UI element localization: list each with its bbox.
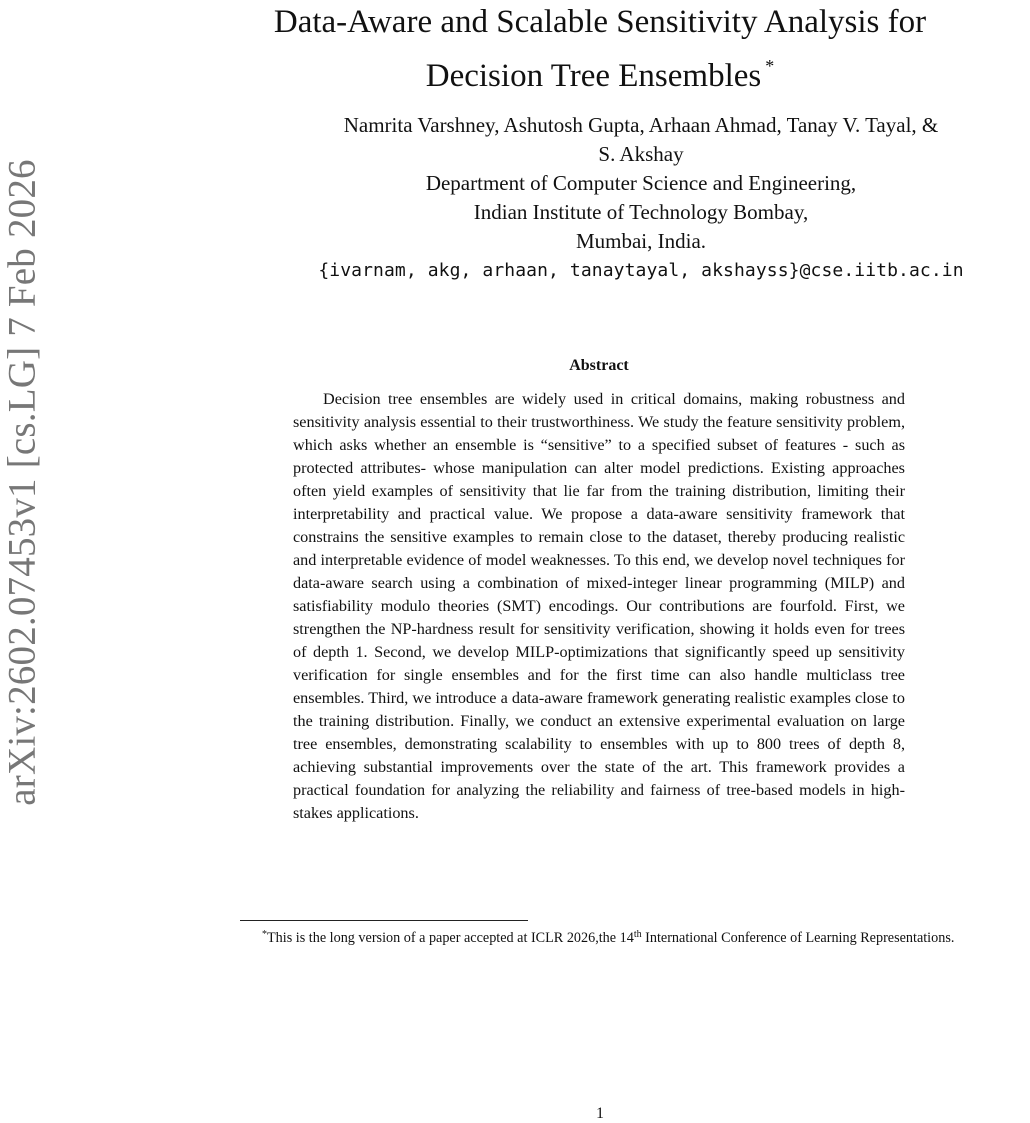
author-city: Mumbai, India.	[575, 229, 707, 253]
title-footnote-mark: *	[765, 56, 775, 76]
author-names-line-1: Namrita Varshney, Ashutosh Gupta, Arhaan Ahmad, Tanay V. Tayal, &	[343, 113, 939, 137]
author-institute: Indian Institute of Technology Bombay,	[473, 200, 809, 224]
footnote-text-end: International Conference of Learning Representations.	[641, 930, 955, 946]
author-block	[250, 111, 1030, 285]
page-number: 1	[596, 1105, 604, 1122]
author-names-line-2: S. Akshay	[598, 142, 684, 166]
title-line-1: Data-Aware and Scalable Sensitivity Analysis for	[273, 4, 927, 40]
abstract-heading: Abstract	[569, 357, 629, 374]
title-line-2-wrap	[170, 44, 1030, 98]
abstract-body: Decision tree ensembles are widely used in critical domains, making robustness and sensitivity analysis essential to their trustworthiness. We study the feature sensitivity problem, which asks whether an ensemble is “sensitive” to a specified subset of features - such as protected attributes- whose manipulation can alter model predictions. Existing approaches often yield examples of sensitivity that lie far from the training distribution, limiting their interpretability and practical value. We propose a data-aware sensitivity framework that constrains the sensitive examples to remain close to the dataset, thereby producing realistic and interpretable evidence of model weaknesses. To this end, we develop novel techniques for data-aware search using a combination of mixed-integer linear programming (MILP) and satisfiability modulo theories (SMT) encodings. Our contributions are fourfold. First, we strengthen the NP-hardness result for sensitivity verification, showing it holds even for trees of depth 1. Second, we develop MILP-optimizations that significantly speed up sensitivity verification for single ensembles and for the first time can also handle multiclass tree ensembles. Third, we introduce a data-aware framework generating realistic examples close to the training distribution. Finally, we conduct an extensive experimental evaluation on large tree ensembles, demonstrating scalability to ensembles with up to 800 trees of depth 8, achieving substantial improvements over the state of the art. This framework provides a practical foundation for analyzing the reliability and fairness of tree-based models in high-stakes applications.	[293, 390, 905, 822]
footnote-superscript: th	[633, 929, 642, 940]
arxiv-sidebar-stamp	[2, 131, 42, 833]
author-department: Department of Computer Science and Engineering,	[425, 171, 857, 195]
author-emails: {ivarnam, akg, arhaan, tanaytayal, akshayss}@cse.iitb.ac.in	[318, 260, 964, 281]
title-line-2: Decision Tree Ensembles	[425, 58, 762, 94]
paper-title	[170, 0, 1030, 98]
footnote-divider	[240, 920, 528, 921]
arxiv-identifier: arXiv:2602.07453v1 [cs.LG] 7 Feb 2026	[0, 158, 44, 806]
footnote-text-start: This is the long version of a paper accepted at ICLR 2026,the 14	[267, 930, 634, 946]
footnote-mark: *	[262, 929, 267, 940]
footnote	[240, 925, 958, 948]
